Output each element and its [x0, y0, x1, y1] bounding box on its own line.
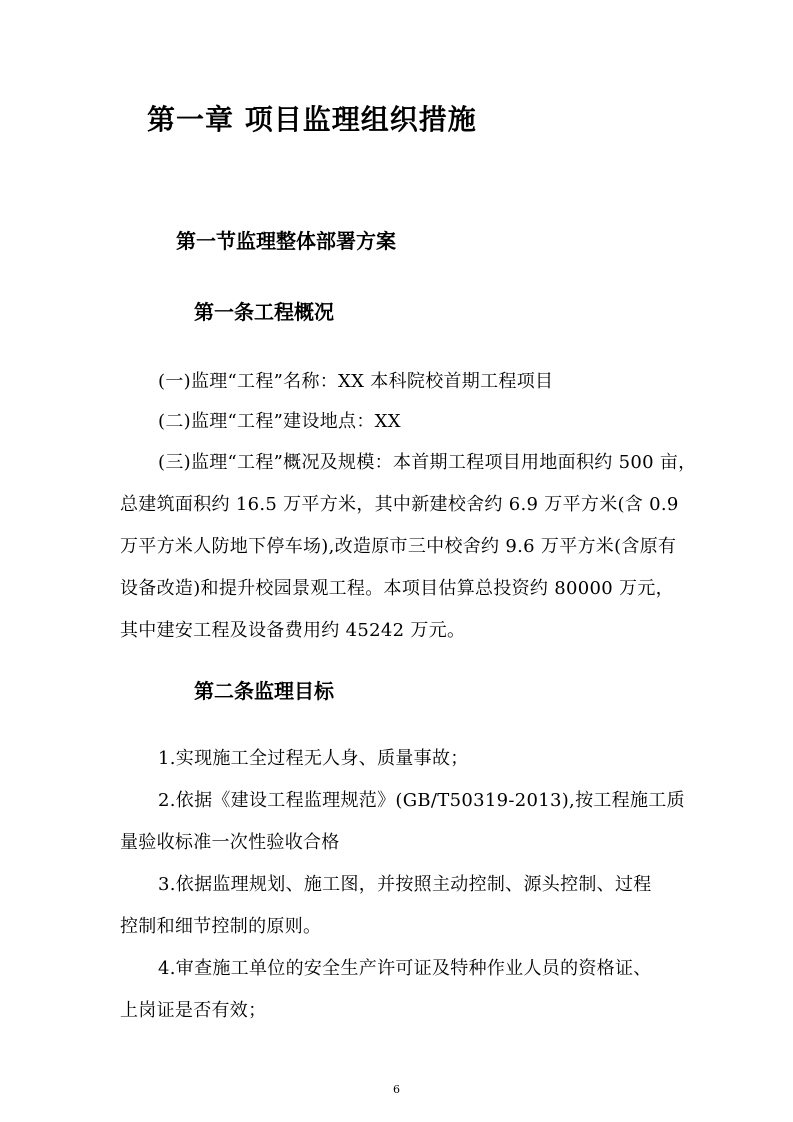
- paragraph-line: 2.依据《建设工程监理规范》(GB/T50319-2013),按工程施工质: [158, 790, 685, 811]
- paragraph-line: 3.依据监理规划、施工图，并按照主动控制、源头控制、过程: [158, 874, 652, 895]
- article-title-overview: 第一条工程概况: [194, 300, 334, 324]
- page-number: 6: [393, 1083, 400, 1096]
- paragraph-line: 1.实现施工全过程无人身、质量事故；: [158, 748, 469, 769]
- section-title: 第一节监理整体部署方案: [176, 229, 396, 253]
- paragraph-line: 万平方米人防地下停车场),改造原市三中校舍约 9.6 万平方米(含原有: [120, 536, 677, 557]
- paragraph-line: 设备改造)和提升校园景观工程。本项目估算总投资约 80000 万元，: [120, 578, 674, 599]
- paragraph-line: 总建筑面积约 16.5 万平方米，其中新建校舍约 6.9 万平方米(含 0.9: [120, 494, 679, 515]
- paragraph-line: 控制和细节控制的原则。: [120, 916, 322, 937]
- paragraph-line: (一)监理“工程”名称：XX 本科院校首期工程项目: [158, 371, 554, 392]
- article-title-objectives: 第二条监理目标: [194, 679, 334, 703]
- chapter-title: 第一章 项目监理组织措施: [147, 103, 477, 136]
- paragraph-line: 4.审查施工单位的安全生产许可证及特种作业人员的资格证、: [158, 958, 652, 979]
- paragraph-line: 量验收标准一次性验收合格: [120, 832, 340, 853]
- paragraph-line: 其中建安工程及设备费用约 45242 万元。: [120, 620, 466, 641]
- paragraph-line: 上岗证是否有效；: [120, 1000, 267, 1021]
- paragraph-line: (二)监理“工程”建设地点：XX: [158, 411, 401, 432]
- paragraph-line: (三)监理“工程”概况及规模：本首期工程项目用地面积约 500 亩，: [158, 452, 697, 473]
